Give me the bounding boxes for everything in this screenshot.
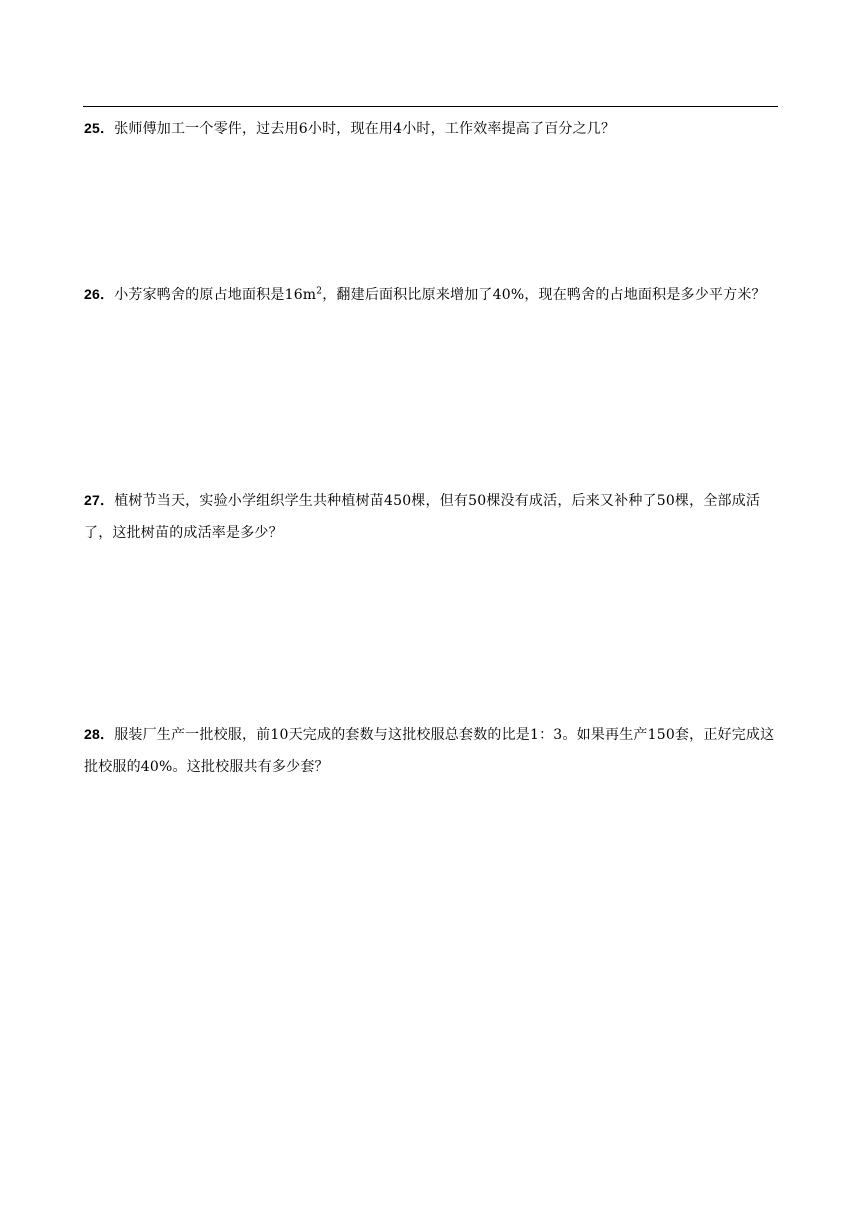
question-number: 27． — [84, 492, 115, 508]
question-text: 植树节当天，实验小学组织学生共种植树苗450棵，但有50棵没有成活，后来又补种了50棵，全部成活了，这批树苗的成活率是多少？ — [84, 493, 761, 541]
question-text: 小芳家鸭舍的原占地面积是16m — [114, 287, 317, 303]
question-28 — [84, 718, 778, 783]
question-number: 26． — [84, 286, 115, 302]
question-text: 张师傅加工一个零件，过去用6小时，现在用4小时，工作效率提高了百分之几？ — [114, 121, 616, 137]
question-26 — [84, 278, 778, 311]
question-text: 服装厂生产一批校服，前10天完成的套数与这批校服总套数的比是1：3。如果再生产150套，正好完成这批校服的40%。这批校服共有多少套？ — [84, 727, 775, 775]
question-number: 25． — [84, 120, 115, 136]
question-number: 28． — [84, 726, 115, 742]
header-rule — [83, 106, 778, 107]
question-27 — [84, 484, 778, 549]
superscript: 2 — [316, 286, 323, 297]
question-25 — [84, 112, 778, 145]
question-text-continued: ，翻建后面积比原来增加了40%，现在鸭舍的占地面积是多少平方米？ — [322, 287, 766, 303]
